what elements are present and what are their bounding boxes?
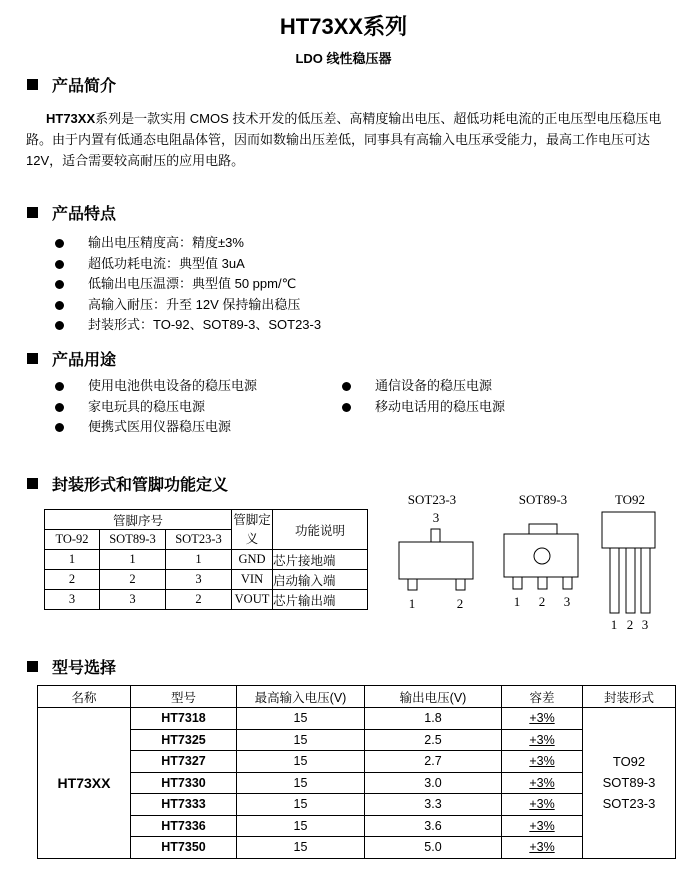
sot23-package-diagram — [399, 492, 473, 611]
table-row: HT7327 15 2.7 +3% — [38, 751, 676, 773]
list-item: 超低功耗电流：典型值 3uA — [54, 254, 321, 275]
table-row: 1 1 1 GND 芯片接地端 — [45, 550, 368, 570]
page-subtitle: LDO 线性稳压器 — [295, 51, 392, 66]
page-title: HT73XX系列 — [279, 14, 408, 39]
pin-def-header: 管脚定义 — [232, 510, 273, 550]
svg-text:1: 1 — [513, 594, 521, 609]
square-bullet-icon — [27, 79, 38, 90]
svg-text:2: 2 — [626, 617, 634, 632]
sot23-label: SOT23-3 — [407, 492, 457, 507]
intro-paragraph — [26, 108, 669, 171]
list-item: 通信设备的稳压电源 — [341, 376, 505, 397]
pin-table — [44, 509, 368, 610]
svg-text:3: 3 — [432, 510, 440, 525]
list-item: 便携式医用仪器稳压电源 — [54, 417, 257, 438]
col-header-sot23: SOT23-3 — [166, 530, 232, 550]
features-list — [54, 233, 321, 336]
square-bullet-icon — [27, 478, 38, 489]
series-name: HT73XX — [38, 708, 131, 859]
svg-text:3: 3 — [641, 617, 649, 632]
section-features-heading: 产品特点 — [27, 201, 116, 224]
table-row: HT7350 15 5.0 +3% — [38, 837, 676, 859]
table-header-row: 名称 型号 最高输入电压(V) 输出电压(V) 容差 封装形式 — [38, 686, 676, 708]
col-header-sot89: SOT89-3 — [100, 530, 166, 550]
square-bullet-icon — [27, 207, 38, 218]
func-header: 功能说明 — [273, 510, 368, 550]
to92-package-diagram — [602, 492, 655, 632]
to92-label: TO92 — [614, 492, 646, 507]
list-item: 使用电池供电设备的稳压电源 — [54, 376, 257, 397]
model-table — [37, 685, 676, 859]
col-header-to92: TO-92 — [45, 530, 100, 550]
section-uses-heading: 产品用途 — [27, 347, 116, 370]
svg-text:2: 2 — [456, 596, 464, 611]
table-row: HT7330 15 3.0 +3% — [38, 772, 676, 794]
square-bullet-icon — [27, 661, 38, 672]
table-row: HT7325 15 2.5 +3% — [38, 729, 676, 751]
list-item: 输出电压精度高：精度±3% — [54, 233, 321, 254]
table-row: HT7336 15 3.6 +3% — [38, 815, 676, 837]
section-models-heading: 型号选择 — [27, 655, 116, 678]
section-intro-heading: 产品简介 — [27, 73, 116, 96]
table-row: 2 2 3 VIN 启动输入端 — [45, 570, 368, 590]
uses-list-left — [54, 376, 257, 438]
list-item: 封装形式：TO-92、SOT89-3、SOT23-3 — [54, 315, 321, 336]
table-row: HT73XX HT7318 15 1.8 +3% TO92 SOT89-3 SOT23-3 — [38, 708, 676, 730]
sot89-label: SOT89-3 — [518, 492, 568, 507]
svg-text:1: 1 — [408, 596, 416, 611]
list-item: 家电玩具的稳压电源 — [54, 397, 257, 418]
list-item: 移动电话用的稳压电源 — [341, 397, 505, 418]
square-bullet-icon — [27, 353, 38, 364]
list-item: 高输入耐压：升至 12V 保持输出稳压 — [54, 295, 321, 316]
svg-text:3: 3 — [563, 594, 571, 609]
section-pins-heading: 封装形式和管脚功能定义 — [27, 472, 228, 495]
sot89-package-diagram — [504, 492, 578, 609]
table-row: HT7333 15 3.3 +3% — [38, 794, 676, 816]
package-diagrams — [380, 488, 670, 638]
package-list: TO92 SOT89-3 SOT23-3 — [583, 708, 676, 859]
uses-list-right — [341, 376, 505, 417]
svg-text:1: 1 — [610, 617, 618, 632]
table-row: 3 3 2 VOUT 芯片输出端 — [45, 590, 368, 610]
intro-product-name: HT73XX — [46, 111, 96, 126]
intro-text: 系列是一款实用 CMOS 技术开发的低压差、高精度输出电压、超低功耗电流的正电压型电压稳压电路。由于内置有低通态电阻晶体管，因而如数输出压差低，同事具有高输入电压承受能力，最高工作电压可达 12V，适合需要较高耐压的应用电路。 — [26, 111, 662, 168]
pin-number-header: 管脚序号 — [45, 510, 232, 530]
svg-text:2: 2 — [538, 594, 546, 609]
list-item: 低输出电压温漂：典型值 50 ppm/℃ — [54, 274, 321, 295]
